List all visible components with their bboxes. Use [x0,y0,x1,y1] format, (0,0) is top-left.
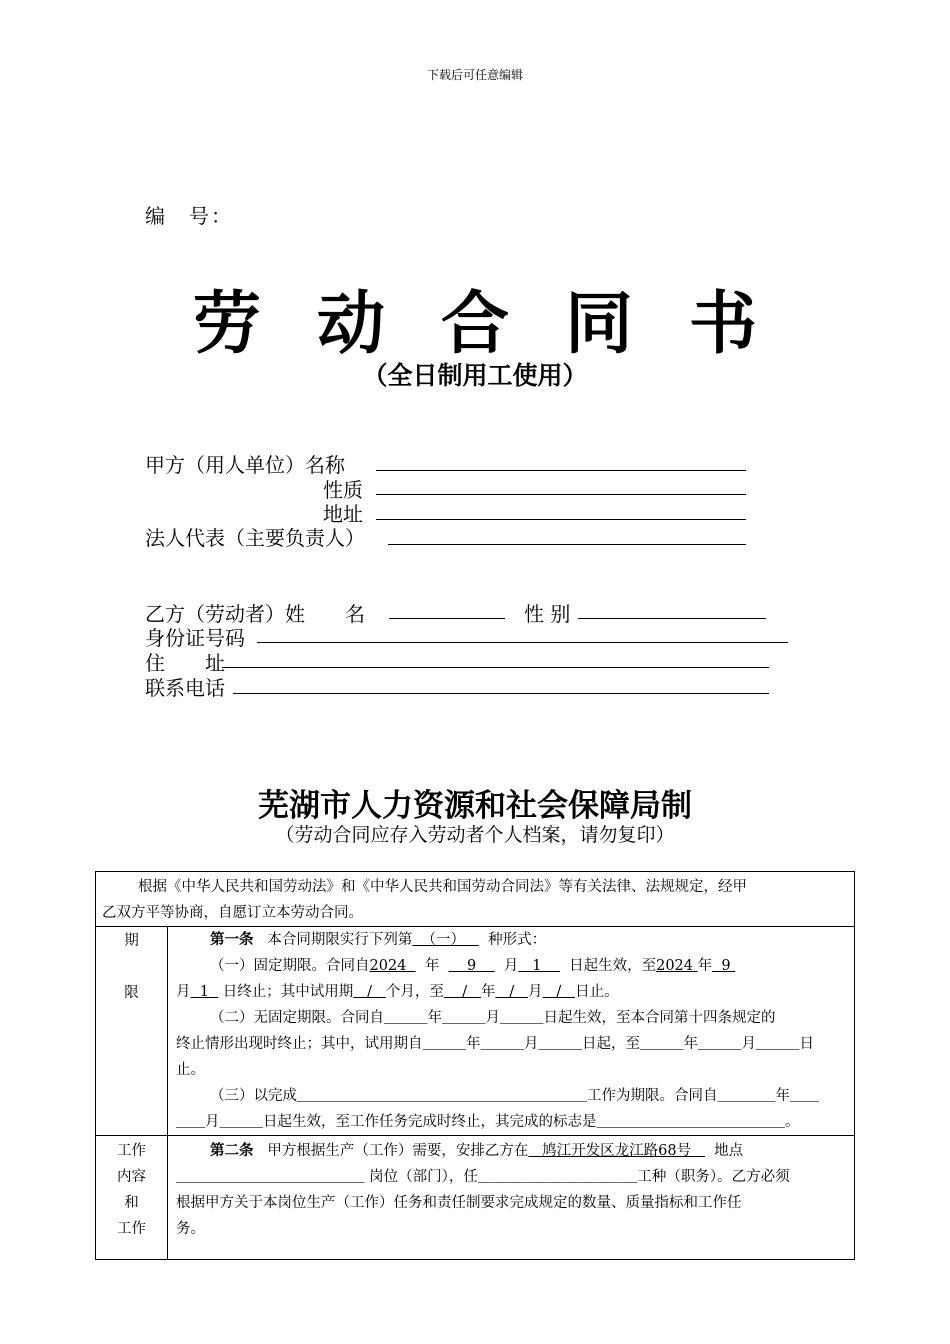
party-b-address-field[interactable] [222,667,769,668]
archive-note: （劳动合同应存入劳动者个人档案，请勿复印） [275,824,675,846]
month-text: 月 [176,984,191,1000]
work-line: 根据甲方关于本岗位生产（工作）任务和责任制要求完成规定的数量、质量指标和工作任 [176,1195,742,1211]
task-term-line: （三）以完成＿＿＿＿＿＿＿＿＿＿＿＿＿＿＿＿＿＿＿＿工作为期限。合同自＿＿＿＿年＿＿ [210,1088,819,1104]
party-a-address-field[interactable] [376,519,746,520]
party-b-id-field[interactable] [257,642,788,643]
party-a-nature-field[interactable] [376,494,746,495]
start-month[interactable]: 9 [467,958,477,974]
start-year[interactable]: 2024 [369,958,407,974]
work-line: 务。 [176,1221,205,1237]
open-term-line: （二）无固定期限。合同自＿＿＿年＿＿＿月＿＿＿日起生效，至本合同第十四条规定的 [210,1010,776,1026]
term-choice[interactable]: （一） [421,932,466,948]
party-b-name-label: 乙方（劳动者）姓 名 [145,602,365,626]
work-content [168,1136,855,1260]
term-label-cell [96,927,168,1136]
article-2-text: 甲方根据生产（工作）需要，安排乙方在 [267,1143,529,1159]
intro-line: 乙双方平等协商，自愿订立本劳动合同。 [102,905,363,921]
document-title [0,270,950,367]
end-month[interactable]: 9 [721,958,731,974]
open-term-line: 止。 [176,1062,205,1078]
party-b-address-label: 住 址 [145,651,225,675]
location-end: 地点 [714,1143,744,1159]
months-text: 个月，至 [385,984,444,1000]
term-label-1: 期 [124,933,139,949]
party-a-nature-label: 性质 [323,478,363,502]
party-a-name-field[interactable] [376,470,746,471]
party-b-gender-field[interactable] [578,618,766,619]
party-b-phone-label: 联系电话 [145,676,225,700]
work-label: 内容 [117,1169,146,1185]
work-location[interactable]: 鸠江开发区龙江路68号 [542,1143,692,1159]
year-text: 年 [697,958,713,974]
month-text: 月 [528,984,543,1000]
party-a-rep-field[interactable] [388,544,746,545]
party-b-phone-field[interactable] [233,693,769,694]
title-char: 同 [565,285,634,364]
party-b-gender-label: 性 别 [524,602,571,626]
fixed-term-prefix: （一）固定期限。合同自 [210,958,370,974]
work-line: ＿＿＿＿＿＿＿＿＿＿＿＿＿ 岗位（部门），任＿＿＿＿＿＿＿＿＿＿＿工种（职务）。乙方必须 [176,1169,790,1185]
end-year[interactable]: 2024 [656,958,694,974]
month-text: 月 [503,958,519,974]
year-text: 年 [480,984,496,1000]
open-term-line: 终止情形出现时终止；其中，试用期自＿＿＿年＿＿＿月＿＿＿日起，至＿＿＿年＿＿＿月＿＿＿日 [176,1036,814,1052]
party-a-address-label: 地址 [323,502,363,526]
issuing-agency: 芜湖市人力资源和社会保障局制 [258,788,692,824]
term-label-2: 限 [124,985,139,1001]
work-label: 工作 [117,1221,146,1237]
document-subtitle: （全日制用工使用） [362,361,588,390]
end-day[interactable]: 1 [199,984,209,1000]
probation-end-day[interactable]: / [556,984,562,1000]
term-row [96,927,855,1136]
work-label-cell [96,1136,168,1260]
contract-number-label: 编 号： [145,204,233,228]
intro-line: 根据《中华人民共和国劳动法》和《中华人民共和国劳动合同法》等有关法律、法规规定，经甲 [138,879,747,895]
task-term-line: ＿＿月＿＿＿日起生效，至工作任务完成时终止，其完成的标志是＿＿＿＿＿＿＿＿＿＿＿＿＿。 [176,1114,800,1130]
party-a-name-label: 甲方（用人单位）名称 [145,453,345,477]
start-day[interactable]: 1 [532,958,542,974]
article-2-title: 第二条 [210,1142,254,1159]
party-b-name-field[interactable] [389,618,505,619]
article-1-text: 本合同期限实行下列第 [267,932,413,948]
title-char: 劳 [192,285,261,364]
party-b-id-label: 身份证号码 [145,626,245,650]
probation-months[interactable]: / [367,984,372,1000]
probation-end-month[interactable]: / [509,984,515,1000]
article-1-title: 第一条 [210,931,254,948]
work-row [96,1136,855,1260]
party-a-rep-label: 法人代表（主要负责人） [145,526,365,550]
day-text: 日止。 [575,984,619,1000]
term-content [168,927,855,1136]
effective-text: 日起生效，至 [569,958,657,974]
end-text: 日终止；其中试用期 [222,984,354,1000]
title-char: 合 [440,285,509,364]
intro-row [96,872,855,927]
work-label: 工作 [117,1143,146,1159]
header-note: 下载后可任意编辑 [426,68,523,82]
probation-end-year[interactable]: / [462,984,468,1000]
title-char: 动 [316,285,385,364]
article-1-end: 种形式： [488,932,547,948]
year-text: 年 [424,958,440,974]
contract-table [95,871,855,1260]
title-char: 书 [689,285,758,364]
work-label: 和 [124,1195,139,1211]
